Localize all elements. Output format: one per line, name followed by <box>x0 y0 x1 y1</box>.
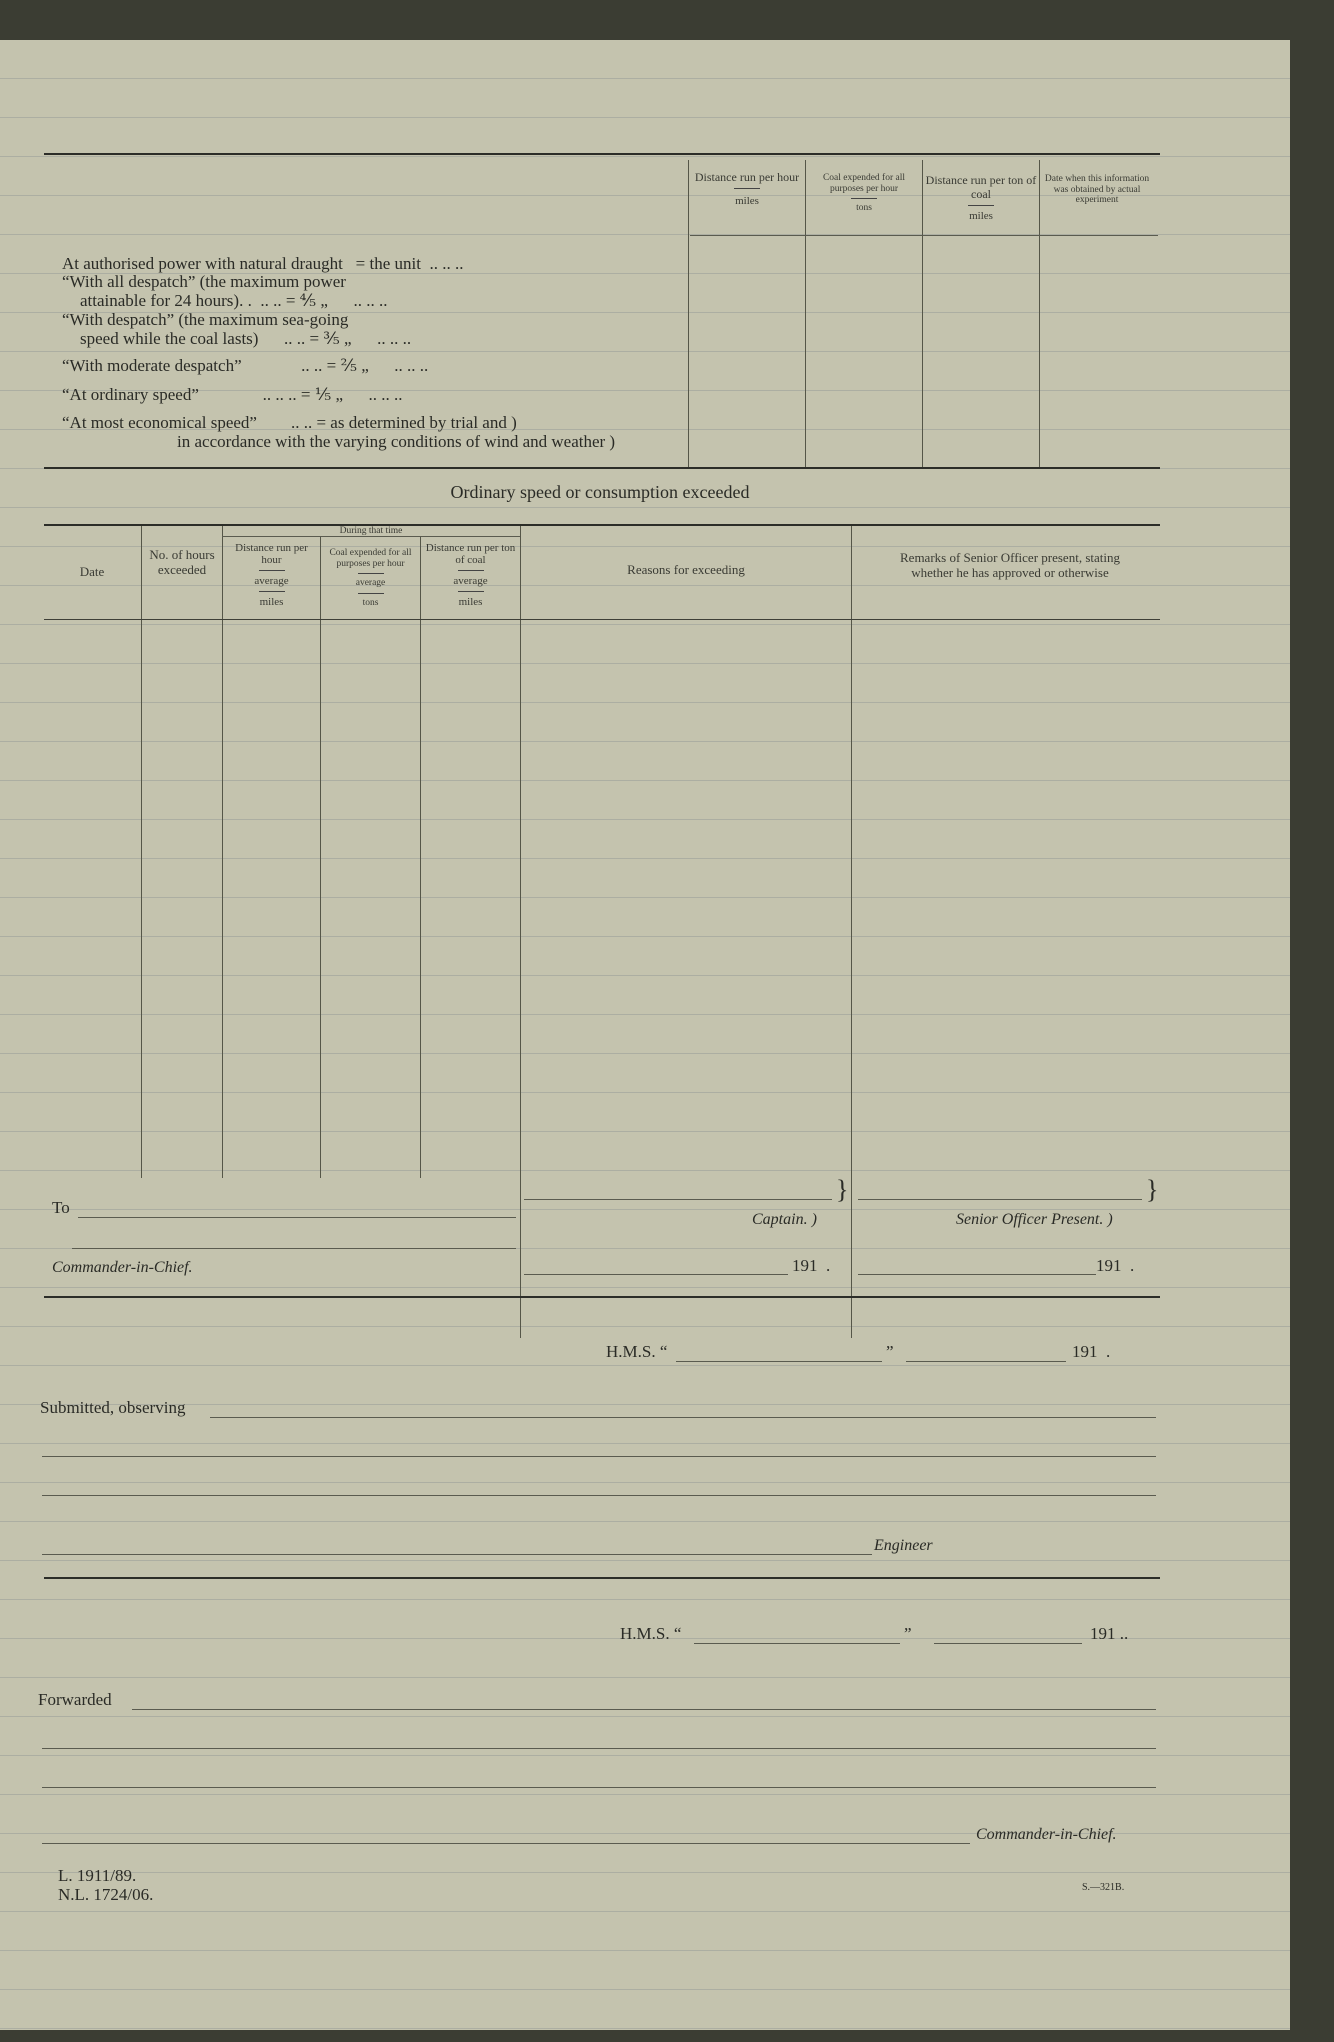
col-divider <box>805 160 806 468</box>
submitted-quote: ” <box>886 1342 894 1361</box>
top-table-bottom-rule <box>44 467 1160 469</box>
row-despatch-cont: speed while the coal lasts) .. .. = ⅗ „ .. .. .. <box>80 329 412 348</box>
forwarded-line[interactable] <box>42 1748 1156 1749</box>
captain-date-line[interactable] <box>524 1274 788 1275</box>
row-ordinary-speed: “At ordinary speed” .. .. .. = ⅕ „ .. .. .. <box>62 385 403 404</box>
row-natural-draught: At authorised power with natural draught = the unit .. .. .. <box>62 254 464 273</box>
row-most-economical: “At most economical speed” .. .. = as determined by trial and ) <box>62 413 517 432</box>
exceeded-top-rule <box>44 524 1160 526</box>
header-distance-per-hour: Distance run per hour miles <box>694 170 800 207</box>
senior-label: Senior Officer Present. ) <box>956 1211 1113 1228</box>
captain-year: 191 . <box>792 1256 831 1275</box>
captain-label: Captain. ) <box>752 1211 817 1228</box>
col-divider <box>141 526 142 1178</box>
col-reasons: Reasons for exceeding <box>627 562 745 577</box>
col-divider <box>1039 160 1040 468</box>
submitted-line[interactable] <box>42 1456 1156 1457</box>
ref-l: L. 1911/89. <box>58 1866 137 1885</box>
captain-sign-line[interactable] <box>524 1199 832 1200</box>
forwarded-date-line[interactable] <box>934 1643 1082 1644</box>
row-moderate-despatch: “With moderate despatch” .. .. = ⅖ „ .. .. .. <box>62 356 429 375</box>
submitted-hms: H.M.S. “ <box>606 1342 668 1361</box>
senior-year: 191 . <box>1096 1256 1135 1275</box>
forwarded-line[interactable] <box>132 1709 1156 1710</box>
cinc-sign-line[interactable] <box>42 1843 970 1844</box>
forwarded-line[interactable] <box>42 1787 1156 1788</box>
senior-sign-line[interactable] <box>858 1199 1142 1200</box>
col-divider <box>688 160 689 468</box>
col-distance-per-ton: Distance run per ton of coal average miles <box>425 542 516 608</box>
row-all-despatch: “With all despatch” (the maximum power <box>62 272 346 291</box>
ref-nl: N.L. 1724/06. <box>58 1885 154 1904</box>
forwarded-label: Forwarded <box>38 1690 112 1709</box>
to-line-2[interactable] <box>72 1248 516 1249</box>
submitted-line[interactable] <box>42 1495 1156 1496</box>
submitted-date-line[interactable] <box>906 1361 1066 1362</box>
header-underline <box>690 235 1158 236</box>
header-coal-per-hour: Coal expended for all purposes per hour tons <box>822 173 906 213</box>
exceeded-title: Ordinary speed or consumption exceeded <box>450 482 750 502</box>
col-divider <box>520 526 521 1338</box>
form-page <box>0 40 1290 2030</box>
forwarded-quote: ” <box>904 1624 912 1643</box>
col-divider <box>922 160 923 468</box>
row-most-economical-cont: in accordance with the varying conditions of wind and weather ) <box>177 432 616 451</box>
col-divider <box>320 537 321 1178</box>
form-number: S.—321B. <box>1082 1882 1125 1893</box>
engineer-line[interactable] <box>42 1554 872 1555</box>
submitted-line[interactable] <box>210 1417 1156 1418</box>
forwarded-ship-line[interactable] <box>694 1643 900 1644</box>
header-date-obtained: Date when this information was obtained by actual experiment <box>1044 174 1150 205</box>
col-divider <box>851 526 852 1338</box>
header-distance-per-ton: Distance run per ton of coal miles <box>925 173 1037 222</box>
engineer-label: Engineer <box>874 1537 933 1554</box>
forwarded-cinc-label: Commander-in-Chief. <box>976 1826 1117 1843</box>
forwarded-year: 191 .. <box>1090 1624 1129 1643</box>
submitted-bottom-rule <box>44 1577 1160 1579</box>
submitted-label: Submitted, observing <box>40 1398 186 1417</box>
forwarded-hms: H.M.S. “ <box>620 1624 682 1643</box>
row-despatch: “With despatch” (the maximum sea-going <box>62 310 349 329</box>
brace: } <box>1146 1175 1159 1204</box>
submitted-year: 191 . <box>1072 1342 1111 1361</box>
senior-date-line[interactable] <box>858 1274 1096 1275</box>
during-that-time: During that time <box>339 526 403 536</box>
to-label: To <box>52 1198 70 1217</box>
col-date: Date <box>79 564 105 579</box>
submitted-ship-line[interactable] <box>676 1361 882 1362</box>
header-bottom-rule <box>44 619 1160 620</box>
row-all-despatch-cont: attainable for 24 hours). . .. .. = ⅘ „ .. .. .. <box>80 291 388 310</box>
exceeded-bottom-rule <box>44 1296 1160 1298</box>
col-divider <box>222 526 223 1178</box>
col-hours-exceeded: No. of hours exceeded <box>149 547 215 577</box>
cinc-label: Commander-in-Chief. <box>52 1259 193 1276</box>
to-line[interactable] <box>78 1217 516 1218</box>
brace: } <box>836 1175 849 1204</box>
col-coal-per-hour: Coal expended for all purposes per hour average tons <box>329 548 412 608</box>
col-distance-per-hour: Distance run per hour average miles <box>235 542 308 608</box>
col-divider <box>420 537 421 1178</box>
col-remarks: Remarks of Senior Officer present, stating whether he has approved or otherwise <box>900 550 1120 580</box>
top-rule <box>44 153 1160 155</box>
